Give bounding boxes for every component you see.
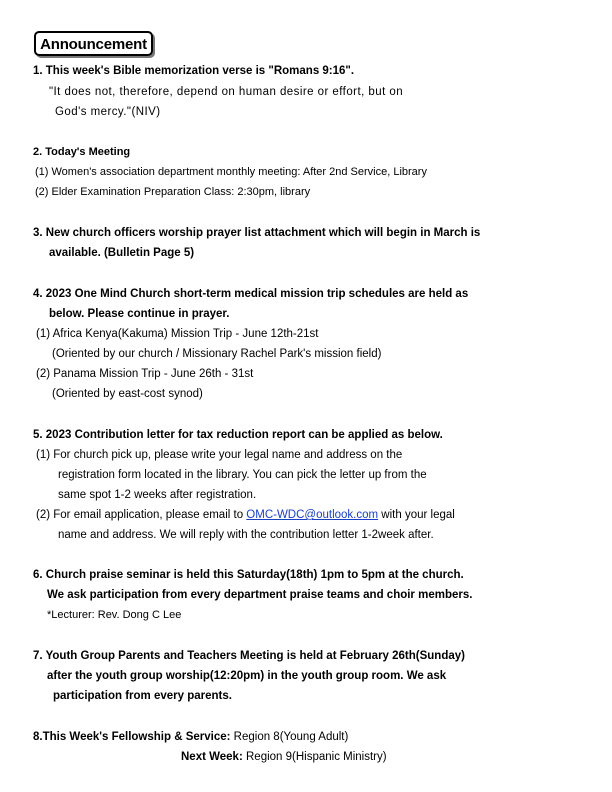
item8-next-value: Region 9(Hispanic Ministry) xyxy=(242,751,387,763)
item5-line1: (1) For church pick up, please write your legal name and address on the xyxy=(36,449,403,461)
item6-lecturer: *Lecturer: Rev. Dong C Lee xyxy=(47,609,182,621)
item4-line1: 4. 2023 One Mind Church short-term medical mission trip schedules are held as xyxy=(33,288,469,300)
item8-label: 8.This Week's Fellowship & Service: xyxy=(33,731,231,743)
item4-line3: (1) Africa Kenya(Kakuma) Mission Trip - June 12th-21st xyxy=(36,328,319,340)
item5-heading: 5. 2023 Contribution letter for tax reduction report can be applied as below. xyxy=(33,429,443,441)
item5-line5: name and address. We will reply with the contribution letter 1-2week after. xyxy=(58,529,434,541)
item7-line2: after the youth group worship(12:20pm) in the youth group room. We ask xyxy=(47,670,447,682)
item8-this-week xyxy=(33,730,348,744)
item1-verse-line2: God's mercy."(NIV) xyxy=(55,106,161,118)
item7-line1: 7. Youth Group Parents and Teachers Meeting is held at February 26th(Sunday) xyxy=(33,650,465,662)
item5-line4-end: with your legal xyxy=(378,509,455,521)
item5-line2: registration form located in the library. You can pick the letter up from the xyxy=(58,469,427,481)
item1-verse-line1: "It does not, therefore, depend on human desire or effort, but on xyxy=(49,86,404,98)
item4-line5: (2) Panama Mission Trip - June 26th - 31st xyxy=(36,368,254,380)
item5-line4 xyxy=(36,508,455,522)
item2-line1: (1) Women's association department monthly meeting: After 2nd Service, Library xyxy=(35,166,427,178)
item3-line2: available. (Bulletin Page 5) xyxy=(49,247,195,259)
item6-line2: We ask participation from every department praise teams and choir members. xyxy=(47,589,473,601)
item6-line1: 6. Church praise seminar is held this Saturday(18th) 1pm to 5pm at the church. xyxy=(33,569,464,581)
page-title: Announcement xyxy=(40,36,147,53)
item8-value: Region 8(Young Adult) xyxy=(230,731,349,743)
item4-line4: (Oriented by our church / Missionary Rachel Park's mission field) xyxy=(52,348,382,360)
announcement-title-box xyxy=(34,31,153,56)
item8-next-week xyxy=(181,750,387,764)
item2-heading: 2. Today's Meeting xyxy=(33,146,131,158)
email-link[interactable]: OMC-WDC@outlook.com xyxy=(246,509,379,521)
item5-line4-text: (2) For email application, please email to xyxy=(36,509,247,521)
item4-line2: below. Please continue in prayer. xyxy=(49,308,230,320)
item2-line2: (2) Elder Examination Preparation Class: 2:30pm, library xyxy=(35,186,311,198)
item4-line6: (Oriented by east-cost synod) xyxy=(52,388,203,400)
item7-line3: participation from every parents. xyxy=(53,690,232,702)
item3-line1: 3. New church officers worship prayer list attachment which will begin in March is xyxy=(33,227,481,239)
item5-line3: same spot 1-2 weeks after registration. xyxy=(58,489,257,501)
item8-next-label: Next Week: xyxy=(181,751,243,763)
item1-heading: 1. This week's Bible memorization verse is "Romans 9:16". xyxy=(33,65,355,77)
